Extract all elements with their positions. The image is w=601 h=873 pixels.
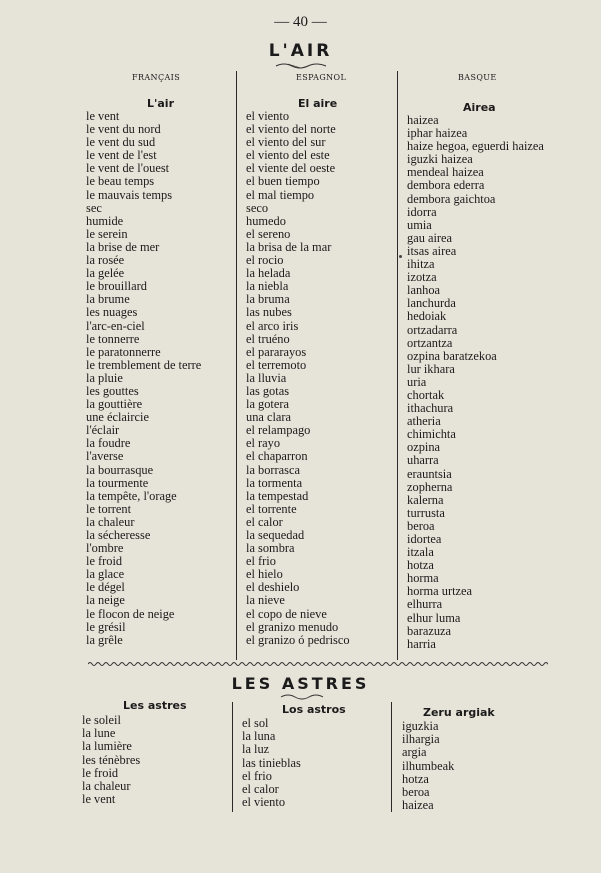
word-entry: la foudre xyxy=(86,436,131,451)
word-entry: el viento xyxy=(246,109,290,123)
word-entry: el rayo xyxy=(246,436,281,451)
word-entry: le froid xyxy=(82,765,119,780)
word-entry: le vent xyxy=(86,109,120,123)
word-entry: la helada xyxy=(246,266,291,281)
word-entry: el mal tiempo xyxy=(246,187,315,202)
column-divider xyxy=(397,71,398,660)
word-entry: la chaleur xyxy=(86,514,135,529)
word-entry: itsas airea xyxy=(407,243,457,258)
word-entry: el relampago xyxy=(246,423,311,438)
word-entry: la luz xyxy=(242,742,270,757)
word-entry: une éclaircie xyxy=(86,410,149,425)
word-entry: le dégel xyxy=(86,580,125,595)
word-entry: le froid xyxy=(86,554,123,569)
word-entry: la sécheresse xyxy=(86,528,151,542)
word-entry: chortak xyxy=(407,387,445,402)
word-entry: el pararayos xyxy=(246,344,307,359)
word-entry: le vent xyxy=(82,792,116,807)
word-entry: la brise de mer xyxy=(86,239,160,254)
word-entry: izotza xyxy=(407,270,437,285)
word-entry: la lumière xyxy=(82,739,132,754)
word-entry: chimichta xyxy=(407,427,456,442)
word-entry: el granizo menudo xyxy=(246,619,339,634)
print-mark xyxy=(399,255,402,258)
word-entry: la rosée xyxy=(86,253,125,268)
subtitle-spanish: El aire xyxy=(298,97,338,110)
word-entry: la nieve xyxy=(246,593,285,608)
word-entry: la grêle xyxy=(86,632,123,647)
word-entry: le tremblement de terre xyxy=(86,357,202,372)
word-entry: l'arc-en-ciel xyxy=(86,318,145,333)
spanish-word-list xyxy=(246,110,350,647)
word-entry: iguzkia xyxy=(402,719,439,733)
word-entry: dembora gaichtoa xyxy=(407,191,496,206)
word-entry: uharra xyxy=(407,453,439,468)
word-entry: hotza xyxy=(402,771,429,786)
word-entry: horma urtzea xyxy=(407,584,473,599)
word-entry: haizea xyxy=(402,798,434,813)
word-entry: la tormenta xyxy=(246,475,303,490)
word-entry: el rocio xyxy=(246,253,284,268)
word-entry: el viento del este xyxy=(246,148,330,163)
title-flourish-icon xyxy=(280,692,324,700)
word-entry: el torrente xyxy=(246,501,297,516)
word-entry: elhur luma xyxy=(407,610,461,625)
word-entry: seco xyxy=(246,200,269,215)
word-entry: idortea xyxy=(407,532,442,546)
word-entry: la borrasca xyxy=(246,462,301,477)
word-entry: el viento del sur xyxy=(246,135,326,150)
word-entry: el buen tiempo xyxy=(246,174,320,189)
word-entry: iphar haizea xyxy=(407,126,468,141)
section-title-air: L'AIR xyxy=(268,41,333,61)
word-entry: le brouillard xyxy=(86,279,147,294)
word-entry: hotza xyxy=(407,558,434,573)
word-entry: la glace xyxy=(86,567,125,582)
word-entry: le beau temps xyxy=(86,174,155,189)
word-entry: la bruma xyxy=(246,292,290,307)
word-entry: barazuza xyxy=(407,623,452,638)
word-entry: ortzadarra xyxy=(407,322,458,337)
subtitle-french: L'air xyxy=(147,97,174,110)
word-entry: la tempête, l'orage xyxy=(86,488,177,503)
basque-word-list xyxy=(407,114,544,651)
word-entry: el granizo ó pedrisco xyxy=(246,632,350,647)
word-entry: le vent de l'ouest xyxy=(86,161,170,176)
column-header-spanish: ESPAGNOL xyxy=(296,73,347,82)
word-entry: erauntsia xyxy=(407,466,452,481)
word-entry: ilhargia xyxy=(402,732,440,747)
column-header-basque: BASQUE xyxy=(458,73,497,82)
word-entry: sec xyxy=(86,200,102,215)
word-entry: elhurra xyxy=(407,597,443,612)
word-entry: itzala xyxy=(407,545,434,560)
word-entry: ozpina baratzekoa xyxy=(407,348,497,363)
word-entry: l'averse xyxy=(86,449,124,464)
word-entry: le mauvais temps xyxy=(86,187,173,202)
word-entry: el sol xyxy=(242,716,269,730)
word-entry: la lune xyxy=(82,726,116,741)
word-entry: el deshielo xyxy=(246,580,300,595)
basque-word-list xyxy=(402,720,454,812)
word-entry: la sequedad xyxy=(246,528,305,542)
word-entry: mendeal haizea xyxy=(407,165,484,180)
word-entry: la brume xyxy=(86,292,130,307)
word-entry: le vent de l'est xyxy=(86,148,157,163)
title-flourish-icon xyxy=(275,61,327,69)
word-entry: ilhumbeak xyxy=(402,758,455,773)
word-entry: la neige xyxy=(86,593,125,608)
subtitle-basque: Zeru argiak xyxy=(423,706,495,719)
word-entry: el hielo xyxy=(246,567,283,582)
word-entry: harria xyxy=(407,636,436,651)
word-entry: la luna xyxy=(242,729,276,744)
french-word-list xyxy=(86,110,201,647)
word-entry: atheria xyxy=(407,414,441,429)
word-entry: el arco iris xyxy=(246,318,299,333)
word-entry: le torrent xyxy=(86,501,132,516)
word-entry: la niebla xyxy=(246,279,289,294)
word-entry: umia xyxy=(407,217,432,232)
word-entry: uria xyxy=(407,374,427,389)
word-entry: kalerna xyxy=(407,492,444,507)
word-entry: idorra xyxy=(407,204,437,219)
word-entry: le vent du sud xyxy=(86,135,156,150)
word-entry: les nuages xyxy=(86,305,138,320)
word-entry: turrusta xyxy=(407,505,445,520)
word-entry: beroa xyxy=(402,784,430,799)
word-entry: les ténèbres xyxy=(82,752,141,767)
column-divider xyxy=(236,71,237,660)
word-entry: la gelée xyxy=(86,266,125,281)
word-entry: la gouttière xyxy=(86,397,143,412)
column-divider xyxy=(391,702,392,812)
word-entry: una clara xyxy=(246,410,292,425)
word-entry: ihitza xyxy=(407,257,435,272)
word-entry: hedoiak xyxy=(407,309,447,324)
word-entry: el frio xyxy=(246,554,276,569)
word-entry: el viento del norte xyxy=(246,122,336,137)
word-entry: lanchurda xyxy=(407,296,456,311)
french-word-list xyxy=(82,714,140,806)
word-entry: haizea xyxy=(407,113,439,127)
section-title-astres: LES ASTRES xyxy=(231,674,370,693)
word-entry: las nubes xyxy=(246,305,292,320)
word-entry: l'ombre xyxy=(86,541,124,556)
word-entry: el viento xyxy=(242,795,286,810)
word-entry: argia xyxy=(402,745,427,760)
word-entry: ozpina xyxy=(407,440,441,455)
word-entry: humedo xyxy=(246,213,286,228)
word-entry: le vent du nord xyxy=(86,122,161,137)
word-entry: gau airea xyxy=(407,230,453,245)
word-entry: dembora ederra xyxy=(407,178,485,193)
word-entry: le tonnerre xyxy=(86,331,140,346)
word-entry: les gouttes xyxy=(86,383,139,398)
word-entry: el calor xyxy=(246,514,283,529)
word-entry: el calor xyxy=(242,781,279,796)
wavy-divider-icon xyxy=(88,660,548,668)
word-entry: le soleil xyxy=(82,713,121,727)
word-entry: el terremoto xyxy=(246,357,307,372)
word-entry: ortzantza xyxy=(407,335,453,350)
word-entry: haize hegoa, eguerdi haizea xyxy=(407,139,544,154)
word-entry: ithachura xyxy=(407,401,454,416)
word-entry: la sombra xyxy=(246,541,295,556)
column-divider xyxy=(232,702,233,812)
word-entry: el truéno xyxy=(246,331,290,346)
subtitle-spanish: Los astros xyxy=(282,703,346,716)
word-entry: le paratonnerre xyxy=(86,344,161,359)
subtitle-basque: Airea xyxy=(463,101,496,114)
subtitle-french: Les astres xyxy=(123,699,187,712)
word-entry: le grésil xyxy=(86,619,126,634)
word-entry: le flocon de neige xyxy=(86,606,175,621)
word-entry: beroa xyxy=(407,518,435,533)
word-entry: la tempestad xyxy=(246,488,309,503)
page-number: — 40 — xyxy=(274,14,327,30)
spanish-word-list xyxy=(242,717,301,809)
word-entry: la lluvia xyxy=(246,370,287,385)
word-entry: horma xyxy=(407,571,439,586)
word-entry: las tinieblas xyxy=(242,755,301,770)
word-entry: la gotera xyxy=(246,397,289,412)
word-entry: humide xyxy=(86,213,124,228)
word-entry: la bourrasque xyxy=(86,462,154,477)
word-entry: las gotas xyxy=(246,383,290,398)
word-entry: la brisa de la mar xyxy=(246,239,332,254)
word-entry: el viente del oeste xyxy=(246,161,336,176)
word-entry: iguzki haizea xyxy=(407,152,473,167)
word-entry: el copo de nieve xyxy=(246,606,327,621)
column-header-french: FRANÇAIS xyxy=(132,73,181,82)
word-entry: el chaparron xyxy=(246,449,308,464)
word-entry: l'éclair xyxy=(86,423,120,438)
word-entry: lanhoa xyxy=(407,283,441,298)
word-entry: zopherna xyxy=(407,479,453,494)
word-entry: el frio xyxy=(242,768,272,783)
word-entry: la chaleur xyxy=(82,778,131,793)
word-entry: la pluie xyxy=(86,370,123,385)
word-entry: el sereno xyxy=(246,226,291,241)
word-entry: lur ikhara xyxy=(407,361,455,376)
word-entry: la tourmente xyxy=(86,475,149,490)
word-entry: le serein xyxy=(86,226,128,241)
